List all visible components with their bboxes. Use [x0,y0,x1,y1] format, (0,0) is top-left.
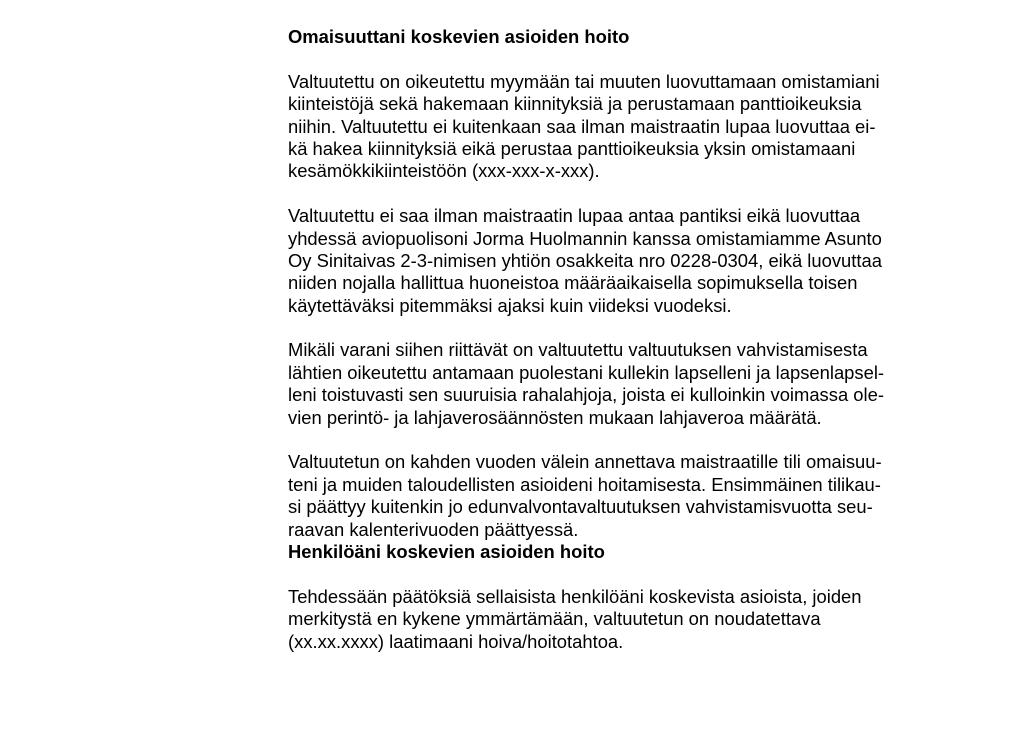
section-heading: Omaisuuttani koskevien asioiden hoito [288,26,630,47]
text-line: Valtuutetun on kahden vuoden välein annettava maistraatille tili omaisuu- [288,451,882,473]
text-line: leni toistuvasti sen suuruisia rahalahjoja, joista ei kulloinkin voimassa ole- [288,384,884,406]
section-heading: Henkilöäni koskevien asioiden hoito [288,540,605,562]
paragraph [288,339,968,429]
text-line: merkitystä en kykene ymmärtämään, valtuutetun on noudatettava [288,608,821,630]
text-line: lähtien oikeutettu antamaan puolestani kullekin lapselleni ja lapsenlapsel- [288,361,885,383]
text-line: raavan kalenterivuoden päättyessä. [288,518,579,540]
text-line: niiden nojalla hallittua huoneistoa määräaikaisella sopimuksella toisen [288,272,858,294]
text-line: teni ja muiden taloudellisten asioideni hoitamisesta. Ensimmäinen tilikau- [288,473,881,495]
paragraph [288,205,968,317]
text-line: niihin. Valtuutettu ei kuitenkaan saa ilman maistraatin lupaa luovuttaa ei- [288,115,876,137]
text-line: kiinteistöjä sekä hakemaan kiinnityksiä ja perustamaan panttioikeuksia [288,93,862,115]
section-property-affairs [288,26,968,541]
text-line: si päättyy kuitenkin jo edunvalvontavaltuutuksen vahvistamisvuotta seu- [288,496,873,518]
text-line: Oy Sinitaivas 2-3-nimisen yhtiön osakkeita nro 0228-0304, eikä luovuttaa [288,249,882,271]
text-line: käytettäväksi pitemmäksi ajaksi kuin viideksi vuodeksi. [288,294,732,316]
text-line: yhdessä aviopuolisoni Jorma Huolmannin kanssa omistamiamme Asunto [288,227,882,249]
text-line: (xx.xx.xxxx) laatimaani hoiva/hoitotahtoa. [288,630,624,652]
text-line: vien perintö- ja lahjaverosäännösten mukaan lahjaveroa määrätä. [288,406,822,428]
paragraph [288,586,968,653]
text-line: kesämökkikiinteistöön (xxx-xxx-x-xxx). [288,160,600,182]
text-line: Mikäli varani siihen riittävät on valtuutettu valtuutuksen vahvistamisesta [288,339,868,361]
paragraph [288,71,968,183]
text-line: Tehdessään päätöksiä sellaisista henkilöäni koskevista asioista, joiden [288,585,862,607]
text-line: Valtuutettu ei saa ilman maistraatin lupaa antaa pantiksi eikä luovuttaa [288,205,861,227]
paragraph [288,451,968,541]
text-line: kä hakea kiinnityksiä eikä perustaa panttioikeuksia yksin omistamaani [288,137,856,159]
section-personal-affairs [288,541,968,653]
document-body [288,26,968,653]
text-line: Valtuutettu on oikeutettu myymään tai muuten luovuttamaan omistamiani [288,70,880,92]
